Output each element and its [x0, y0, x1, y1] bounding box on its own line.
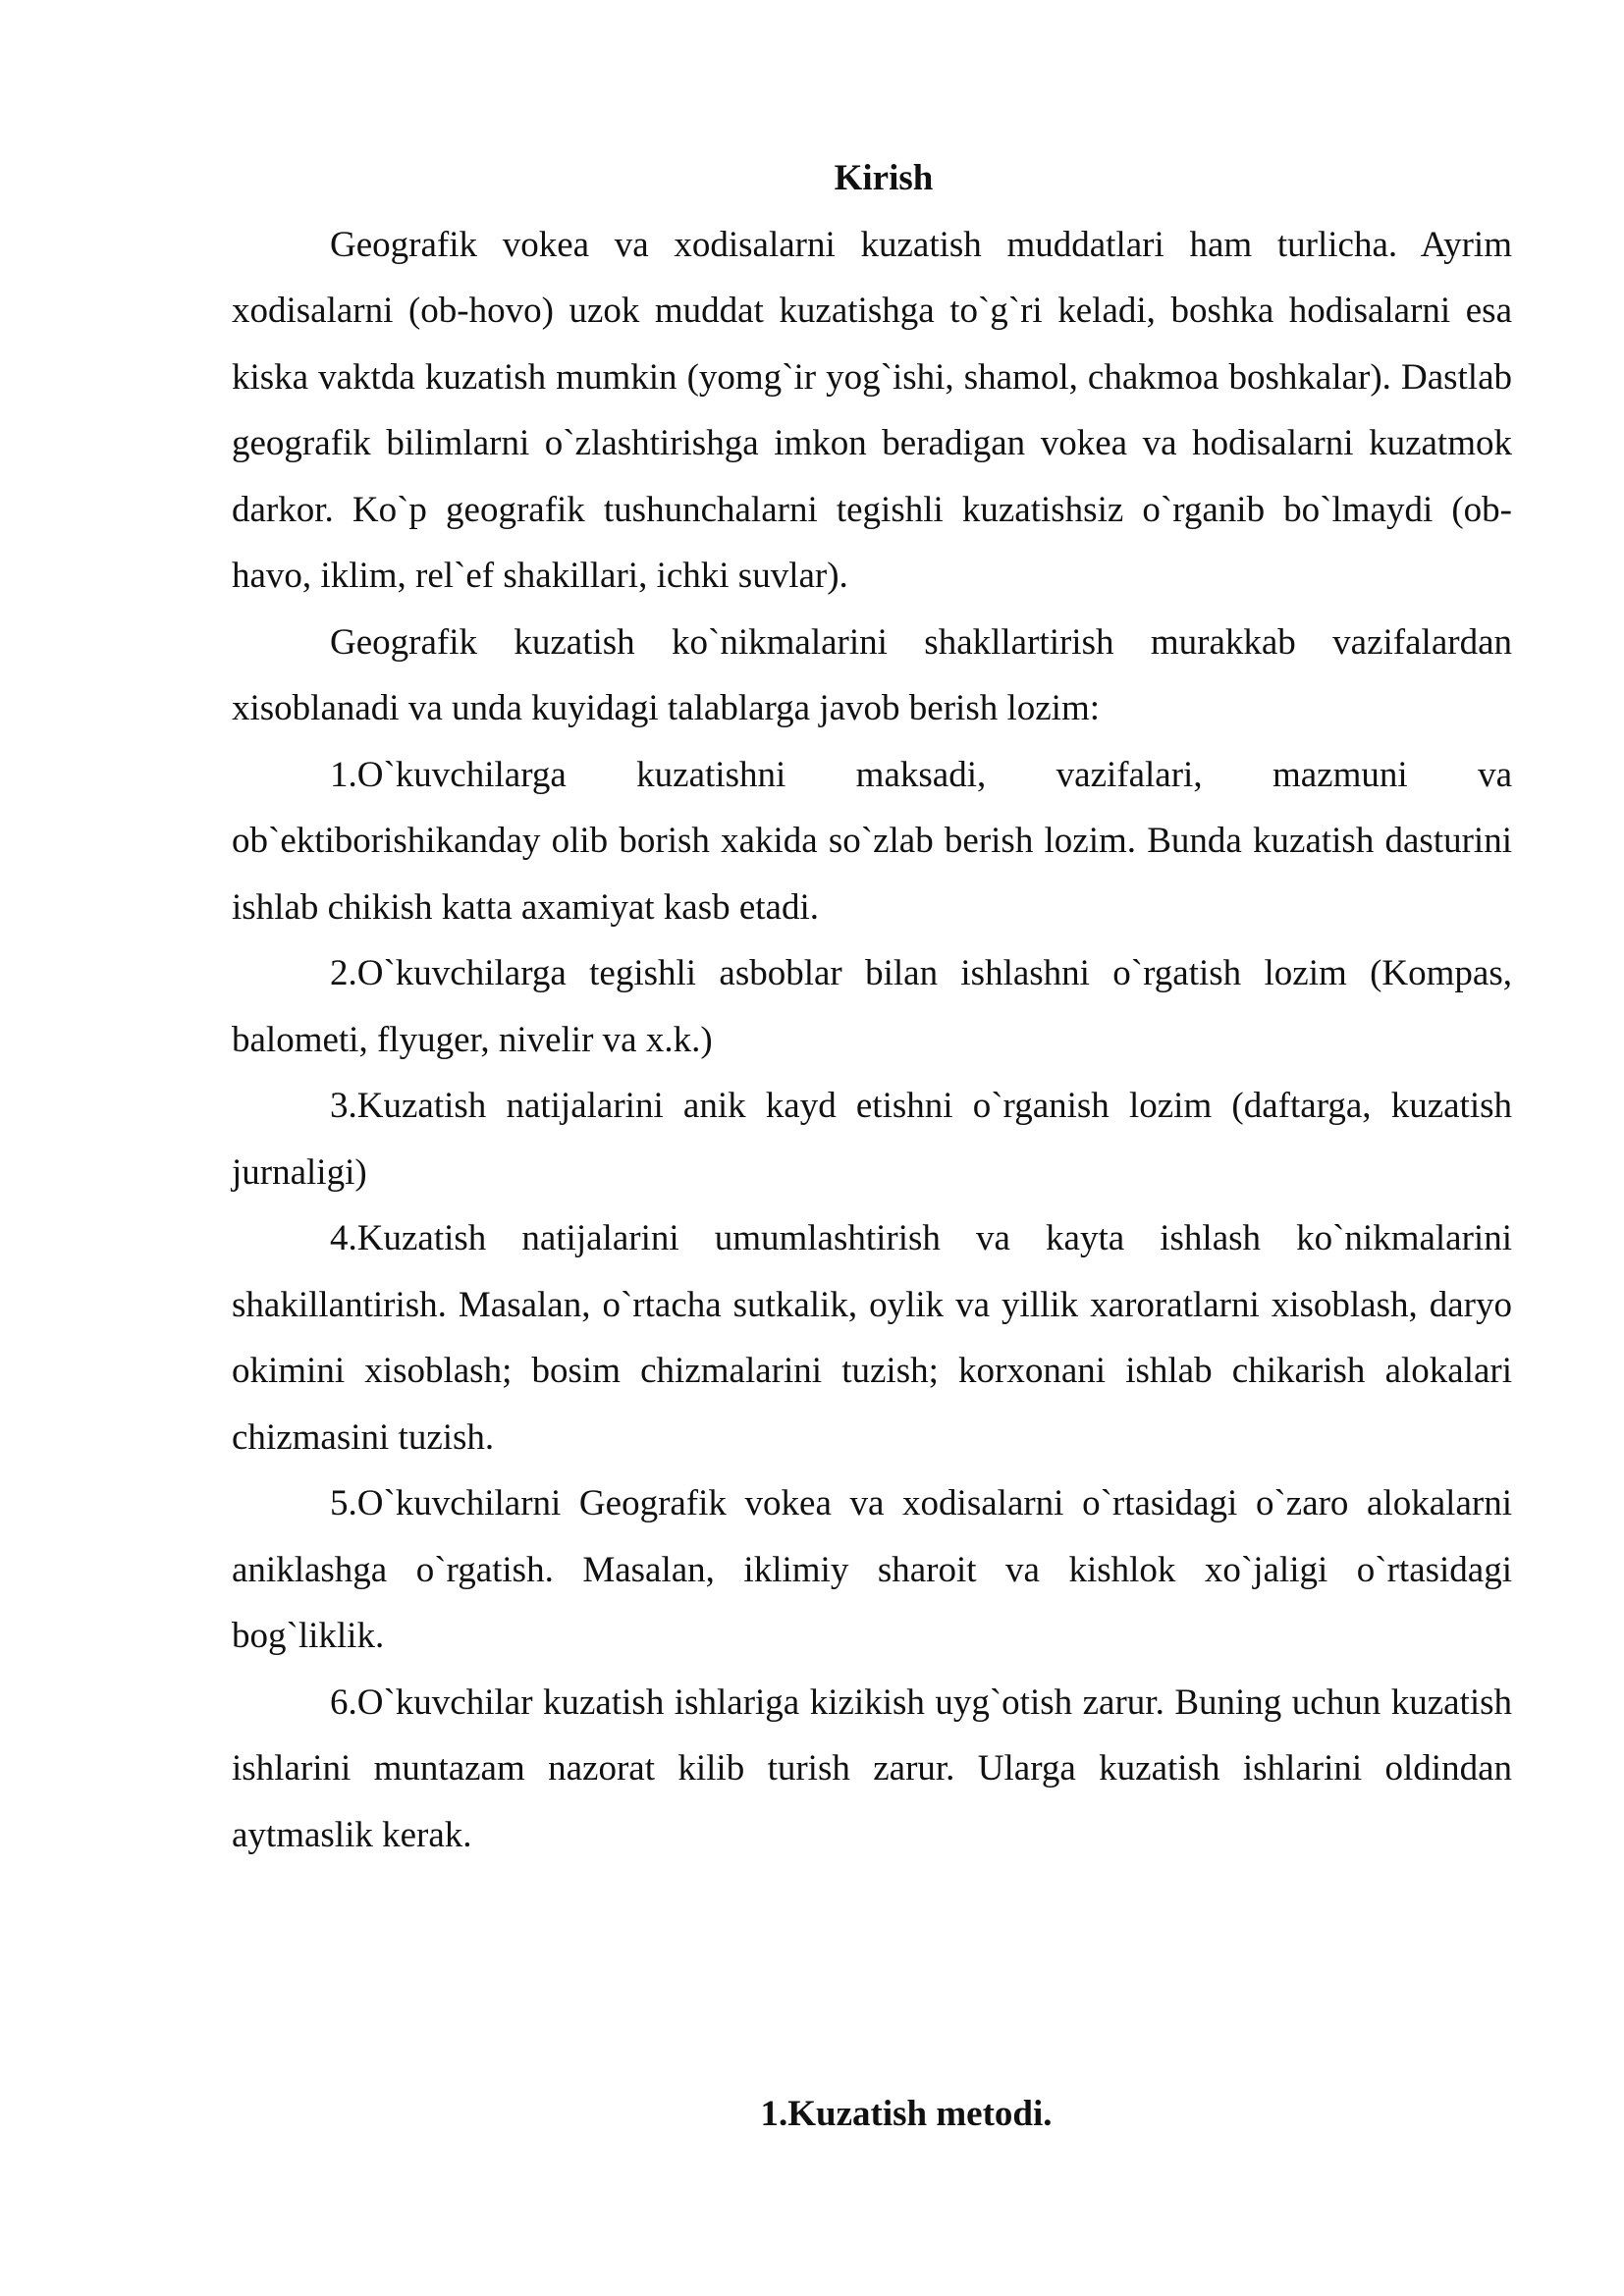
paragraph-item-4: 4.Kuzatish natijalarini umumlashtirish va kayta ishlash ko`nikmalarini shakillantirish. Masalan, o`rtacha sutkalik, oylik va yillik xaroratlarni xisoblash, daryo okimini xisoblash; bosim chizmalarini tuzish; korxonani ishlab chikarish alokalari chizmasini tuzish.: [232, 1218, 1512, 1458]
paragraph-requirements: Geografik kuzatish ko`nikmalarini shakllartirish murakkab vazifalardan xisoblanadi va unda kuyidagi talablarga javob berish lozim:: [232, 621, 1512, 728]
paragraph-item-2: 2.O`kuvchilarga tegishli asboblar bilan ishlashni o`rgatish lozim (Kompas, balometi, flyuger, nivelir va x.k.): [232, 953, 1512, 1060]
page-title: Kirish: [834, 158, 934, 198]
paragraph-item-6: 6.O`kuvchilar kuzatish ishlariga kizikish uyg`otish zarur. Buning uchun kuzatish ishlarini muntazam nazorat kilib turish zarur. Ularga kuzatish ishlarini oldindan aytmaslik kerak.: [232, 1682, 1512, 1855]
document-body: [232, 145, 1512, 1868]
paragraph-item-5: 5.O`kuvchilarni Geografik vokea va xodisalarni o`rtasidagi o`zaro alokalarni aniklashga o`rgatish. Masalan, iklimiy sharoit va kishlok xo`jaligi o`rtasidagi bog`liklik.: [232, 1483, 1512, 1656]
paragraph-item-1: 1.O`kuvchilarga kuzatishni maksadi, vazifalari, mazmuni va ob`ektiborishikanday olib borish xakida so`zlab berish lozim. Bunda kuzatish dasturini ishlab chikish katta axamiyat kasb etadi.: [232, 754, 1512, 928]
section-heading: 1.Kuzatish metodi.: [760, 2094, 1053, 2134]
paragraph-intro: Geografik vokea va xodisalarni kuzatish muddatlari ham turlicha. Ayrim xodisalarni (ob-hovo) uzok muddat kuzatishga to`g`ri keladi, boshka hodisalarni esa kiska vaktda kuzatish mumkin (yomg`ir yog`ishi, shamol, chakmoa boshkalar). Dastlab geografik bilimlarni o`zlashtirishga imkon beradigan vokea va hodisalarni kuzatmok darkor. Ko`p geografik tushunchalarni tegishli kuzatishsiz o`rganib bo`lmaydi (ob-havo, iklim, rel`ef shakillari, ichki suvlar).: [232, 224, 1512, 596]
paragraph-item-3: 3.Kuzatish natijalarini anik kayd etishni o`rganish lozim (daftarga, kuzatish jurnaligi): [232, 1086, 1512, 1193]
